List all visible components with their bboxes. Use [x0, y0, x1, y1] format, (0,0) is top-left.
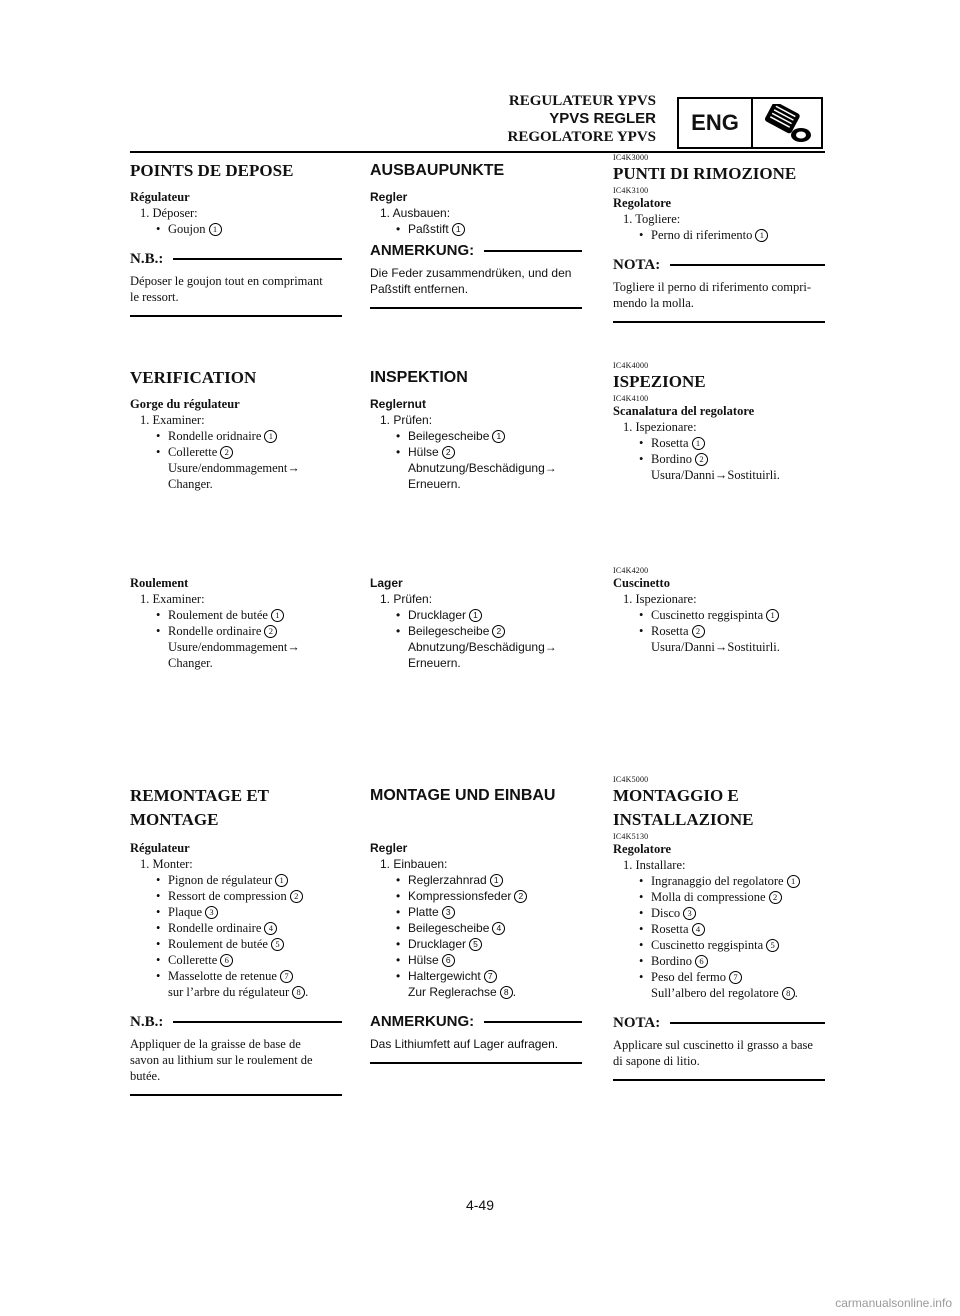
it-bearing-step: 1. Ispezionare: [623, 592, 697, 606]
section-code: IC4K4100 [613, 394, 649, 403]
list-item: • Ingranaggio del regolatore 1 [613, 873, 825, 889]
list-item: • Beilegescheibe 2 [370, 623, 582, 639]
condition-line: Abnutzung/Beschädigung→ [408, 461, 557, 475]
fr-bearing-sub: Roulement [130, 576, 189, 590]
de-note-text: Das Lithiumfett auf Lager aufragen. [370, 1037, 559, 1051]
it-assembly-section [613, 775, 825, 1081]
eng-label: ENG [679, 99, 753, 147]
list-item: • Roulement de butée 5 [130, 936, 342, 952]
list-item: • Rondelle ordinaire 4 [130, 920, 342, 936]
de-inspection-section [370, 366, 582, 492]
list-item: • Beilegescheibe 4 [370, 920, 582, 936]
fr-note-text: Appliquer de la graisse de base de savon au lithium sur le roulement de butée. [130, 1037, 313, 1083]
list-item: • Bordino 6 [613, 953, 825, 969]
list-item: • Kompressionsfeder 2 [370, 888, 582, 904]
list-item: • Bordino 2 [613, 451, 825, 467]
de-inspection-step: 1. Prüfen: [380, 413, 433, 427]
condition-line: Usura/Danni→Sostituirli. [651, 468, 780, 482]
condition-line: Abnutzung/Beschädigung→ [408, 640, 557, 654]
fr-removal-section [130, 159, 342, 317]
note-end-rule [613, 321, 825, 323]
action-line: Erneuern. [408, 477, 461, 491]
fr-note-header: N.B.: [130, 1012, 342, 1032]
de-note-header: ANMERKUNG: [370, 1012, 582, 1032]
de-bearing-sub: Lager [370, 576, 403, 590]
it-inspection-section [613, 361, 825, 483]
condition-line: Usure/endommagement→ [168, 461, 300, 475]
list-item: • Goujon 1 [130, 221, 342, 237]
section-code: IC4K4200 [613, 566, 649, 575]
list-item: • Hülse 6 [370, 952, 582, 968]
list-item: • Rosetta 1 [613, 435, 825, 451]
action-line: Erneuern. [408, 656, 461, 670]
fr-removal-sub: Régulateur [130, 190, 190, 204]
list-item: • Rosetta 4 [613, 921, 825, 937]
it-note-text: Togliere il perno di riferimento compri- mendo la molla. [613, 280, 812, 310]
list-item: • Collerette 2 [130, 444, 342, 460]
note-end-rule [613, 1079, 825, 1081]
list-item: • Ressort de compression 2 [130, 888, 342, 904]
it-bearing-sub: Cuscinetto [613, 576, 670, 590]
it-assembly-step: 1. Installare: [623, 858, 686, 872]
list-item: • Cuscinetto reggispinta 1 [613, 607, 825, 623]
it-removal-step: 1. Togliere: [623, 212, 681, 226]
fr-note-header: N.B.: [130, 249, 342, 269]
list-item: • Paßstift 1 [370, 221, 582, 237]
list-item: • Rondelle oridnaire 1 [130, 428, 342, 444]
list-item: • Plaque 3 [130, 904, 342, 920]
continuation-line: Zur Reglerachse 8 . [408, 985, 517, 999]
de-assembly-title: MONTAGE UND EINBAU [370, 787, 556, 804]
fr-inspection-sub: Gorge du régulateur [130, 397, 240, 411]
it-assembly-sub: Regolatore [613, 842, 672, 856]
de-note-header: ANMERKUNG: [370, 241, 582, 261]
de-assembly-section [370, 784, 582, 1064]
continuation-line: sur l’arbre du régulateur 8 . [168, 985, 309, 999]
list-item: • Drucklager 5 [370, 936, 582, 952]
de-bearing-section [370, 575, 582, 671]
list-item: • Pignon de régulateur 1 [130, 872, 342, 888]
it-note-header: NOTA: [613, 255, 825, 275]
section-code: IC4K5000 [613, 775, 649, 784]
de-removal-step: 1. Ausbauen: [380, 206, 451, 220]
it-note-text: Applicare sul cuscinetto il grasso a base di sapone di litio. [613, 1038, 813, 1068]
list-item: • Rosetta 2 [613, 623, 825, 639]
fr-removal-step: 1. Déposer: [140, 206, 198, 220]
header-title-fr: REGULATEUR YPVS [508, 93, 656, 109]
condition-line: Usure/endommagement→ [168, 640, 300, 654]
list-item: • Platte 3 [370, 904, 582, 920]
header-title-de: YPVS REGLER [549, 110, 656, 127]
de-assembly-step: 1. Einbauen: [380, 857, 448, 871]
it-inspection-title: ISPEZIONE [613, 372, 706, 391]
watermark: carmanualsonline.info [835, 1296, 952, 1310]
list-item: • Collerette 6 [130, 952, 342, 968]
fr-assembly-section [130, 784, 342, 1096]
de-removal-sub: Regler [370, 190, 408, 204]
note-end-rule [130, 1094, 342, 1096]
de-inspection-title: INSPEKTION [370, 369, 468, 386]
de-bearing-step: 1. Prüfen: [380, 592, 433, 606]
list-item: • Rondelle ordinaire 2 [130, 623, 342, 639]
list-item: • Perno di riferimento 1 [613, 227, 825, 243]
section-code: IC4K4000 [613, 361, 649, 370]
list-item: • Disco 3 [613, 905, 825, 921]
action-line: Changer. [168, 656, 213, 670]
page-header [508, 92, 657, 146]
action-line: Changer. [168, 477, 213, 491]
list-item: • Molla di compressione 2 [613, 889, 825, 905]
list-item: • Beilegescheibe 1 [370, 428, 582, 444]
list-item: • Roulement de butée 1 [130, 607, 342, 623]
engine-piston-icon [759, 104, 817, 144]
it-inspection-step: 1. Ispezionare: [623, 420, 697, 434]
list-item: • Hülse 2 [370, 444, 582, 460]
it-removal-section [613, 153, 825, 323]
section-code: IC4K3000 [613, 153, 649, 162]
section-code: IC4K5130 [613, 832, 649, 841]
de-inspection-sub: Reglernut [370, 397, 427, 411]
de-note-text: Die Feder zusammendrüken, und den Paßstift entfernen. [370, 266, 572, 296]
note-end-rule [370, 307, 582, 309]
de-removal-title: AUSBAUPUNKTE [370, 162, 505, 179]
condition-line: Usura/Danni→Sostituirli. [651, 640, 780, 654]
it-removal-title: PUNTI DI RIMOZIONE [613, 164, 797, 183]
section-code: IC4K3100 [613, 186, 649, 195]
fr-assembly-step: 1. Monter: [140, 857, 193, 871]
fr-note-text: Déposer le goujon tout en comprimant le ressort. [130, 274, 323, 304]
fr-bearing-section [130, 575, 342, 671]
fr-bearing-step: 1. Examiner: [140, 592, 205, 606]
note-end-rule [370, 1062, 582, 1064]
de-removal-section [370, 159, 582, 309]
list-item: • Reglerzahnrad 1 [370, 872, 582, 888]
list-item: • Masselotte de retenue 7 [130, 968, 342, 984]
it-note-header: NOTA: [613, 1013, 825, 1033]
it-bearing-section [613, 566, 825, 655]
fr-inspection-title: VERIFICATION [130, 368, 257, 387]
fr-assembly-title: REMONTAGE ET MONTAGE [130, 786, 270, 829]
de-assembly-sub: Regler [370, 841, 408, 855]
header-title-it: REGOLATORE YPVS [507, 129, 656, 145]
it-assembly-title: MONTAGGIO E INSTALLAZIONE [613, 786, 754, 829]
fr-assembly-sub: Régulateur [130, 841, 190, 855]
list-item: • Peso del fermo 7 [613, 969, 825, 985]
fr-removal-title: POINTS DE DEPOSE [130, 161, 294, 180]
fr-inspection-step: 1. Examiner: [140, 413, 205, 427]
page-number: 4-49 [465, 1197, 495, 1213]
ref-number: 1 [209, 223, 222, 236]
it-inspection-sub: Scanalatura del regolatore [613, 404, 755, 418]
list-item: • Haltergewicht 7 [370, 968, 582, 984]
it-removal-sub: Regolatore [613, 196, 672, 210]
fr-inspection-section [130, 366, 342, 492]
list-item: • Cuscinetto reggispinta 5 [613, 937, 825, 953]
continuation-line: Sull’albero del regolatore 8 . [651, 986, 798, 1000]
note-end-rule [130, 315, 342, 317]
section-badge [677, 97, 823, 149]
list-item: • Drucklager 1 [370, 607, 582, 623]
